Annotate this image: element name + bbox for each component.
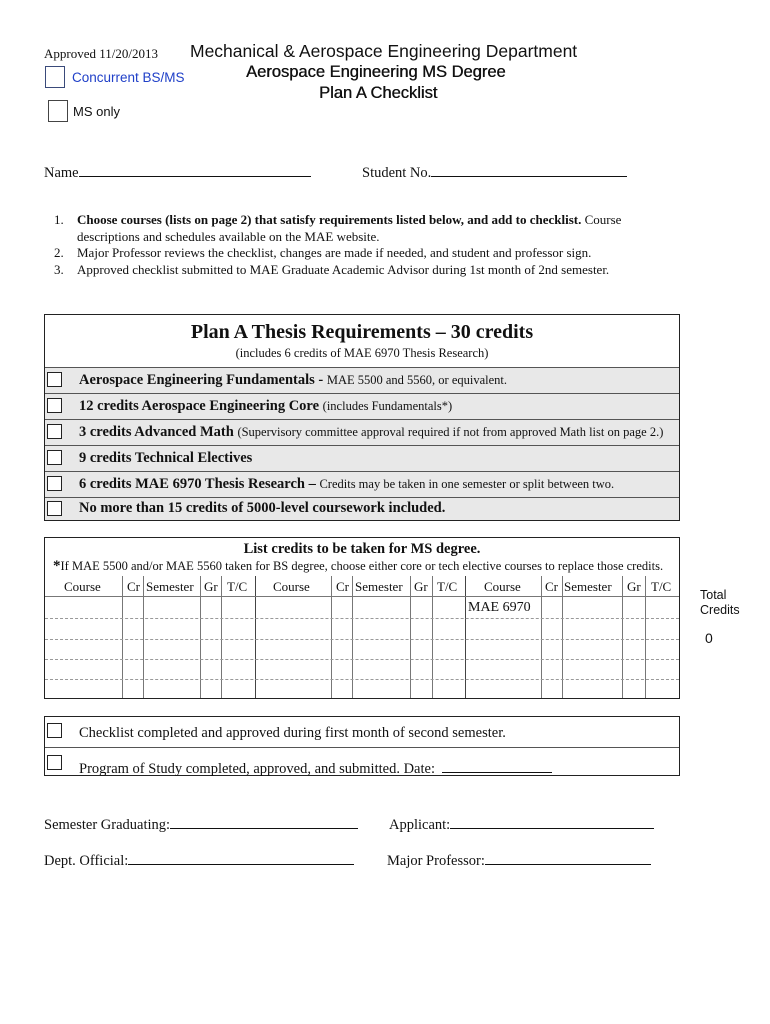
col-header-course: Course xyxy=(484,579,521,594)
col-header-semester: Semester xyxy=(564,579,612,594)
requirement-row: Aerospace Engineering Fundamentals - MAE 5500 and 5560, or equivalent. xyxy=(45,367,679,393)
requirement-row: 12 credits Aerospace Engineering Core (includes Fundamentals*) xyxy=(45,393,679,419)
requirement-checkbox[interactable] xyxy=(47,372,62,387)
col-header-gr: Gr xyxy=(414,579,428,594)
col-header-semester: Semester xyxy=(355,579,403,594)
requirement-row: 6 credits MAE 6970 Thesis Research – Credits may be taken in one semester or split between two. xyxy=(45,471,679,497)
major-professor-field[interactable] xyxy=(387,850,651,870)
semester-graduating-field[interactable] xyxy=(44,814,358,834)
col-header-cr: Cr xyxy=(545,579,558,594)
col-header-course: Course xyxy=(273,579,310,594)
student-no-label: Student No. xyxy=(362,165,432,181)
requirement-checkbox[interactable] xyxy=(47,424,62,439)
department-title: Mechanical & Aerospace Engineering Department xyxy=(190,41,578,61)
col-header-tc: T/C xyxy=(227,579,248,594)
col-header-semester: Semester xyxy=(146,579,194,594)
ms-only-label: MS only xyxy=(73,104,120,119)
checklist-approved-label: Checklist completed and approved during first month of second semester. xyxy=(79,725,506,741)
checklist-approved-checkbox[interactable] xyxy=(47,723,62,738)
requirement-row: No more than 15 credits of 5000-level coursework included. xyxy=(45,497,679,520)
total-credits-label: Total Credits xyxy=(700,588,740,617)
course-list-note: *If MAE 5500 and/or MAE 5560 taken for BS degree, choose either core or tech elective courses to replace those credits. xyxy=(53,558,664,574)
course-list-box xyxy=(44,537,680,699)
plan-title: Plan A Checklist xyxy=(319,84,438,102)
program-study-label: Program of Study completed, approved, and submitted. Date: xyxy=(79,761,435,777)
final-checks-box xyxy=(44,716,680,776)
major-professor-label: Major Professor: xyxy=(387,853,485,869)
col-header-gr: Gr xyxy=(627,579,641,594)
col-header-gr: Gr xyxy=(204,579,218,594)
requirement-row: 9 credits Technical Electives xyxy=(45,445,679,471)
requirement-checkbox[interactable] xyxy=(47,476,62,491)
concurrent-label: Concurrent BS/MS xyxy=(72,70,185,85)
requirements-title: Plan A Thesis Requirements – 30 credits xyxy=(190,321,534,343)
applicant-label: Applicant: xyxy=(389,817,451,833)
name-field[interactable] xyxy=(44,162,311,182)
prefilled-course[interactable]: MAE 6970 xyxy=(468,600,531,615)
requirements-subtitle: (includes 6 credits of MAE 6970 Thesis Research) xyxy=(235,346,489,360)
col-header-course: Course xyxy=(64,579,101,594)
col-header-tc: T/C xyxy=(651,579,672,594)
col-header-cr: Cr xyxy=(336,579,349,594)
instruction-item: 1. Choose courses (lists on page 2) that satisfy requirements listed below, and add to checklist. Course descriptions and schedules available on the MAE website. xyxy=(54,212,622,244)
program-study-checkbox[interactable] xyxy=(47,755,62,770)
requirement-row: 3 credits Advanced Math (Supervisory committee approval required if not from approved Math list on page 2.) xyxy=(45,419,679,445)
requirement-checkbox[interactable] xyxy=(47,450,62,465)
ms-only-checkbox[interactable] xyxy=(48,100,68,122)
program-study-field[interactable] xyxy=(79,758,552,778)
applicant-field[interactable] xyxy=(389,814,654,834)
dept-official-label: Dept. Official: xyxy=(44,853,129,869)
col-header-tc: T/C xyxy=(437,579,458,594)
approved-date: Approved 11/20/2013 xyxy=(44,46,158,61)
name-label: Name xyxy=(44,165,79,181)
degree-title: Aerospace Engineering MS Degree xyxy=(246,63,506,81)
course-list-title: List credits to be taken for MS degree. xyxy=(243,541,481,557)
instructions-list xyxy=(54,212,694,278)
student-no-field[interactable] xyxy=(362,162,627,182)
semester-graduating-label: Semester Graduating: xyxy=(44,817,171,833)
concurrent-checkbox[interactable] xyxy=(45,66,65,88)
instruction-item: 2. Major Professor reviews the checklist, changes are made if needed, and student and professor sign. xyxy=(54,245,592,260)
dept-official-field[interactable] xyxy=(44,850,354,870)
instruction-item: 3. Approved checklist submitted to MAE Graduate Academic Advisor during 1st month of 2nd semester. xyxy=(54,261,610,277)
total-credits-value: 0 xyxy=(705,630,713,646)
requirement-checkbox[interactable] xyxy=(47,501,62,516)
col-header-cr: Cr xyxy=(127,579,140,594)
requirement-checkbox[interactable] xyxy=(47,398,62,413)
requirements-box xyxy=(44,314,680,521)
